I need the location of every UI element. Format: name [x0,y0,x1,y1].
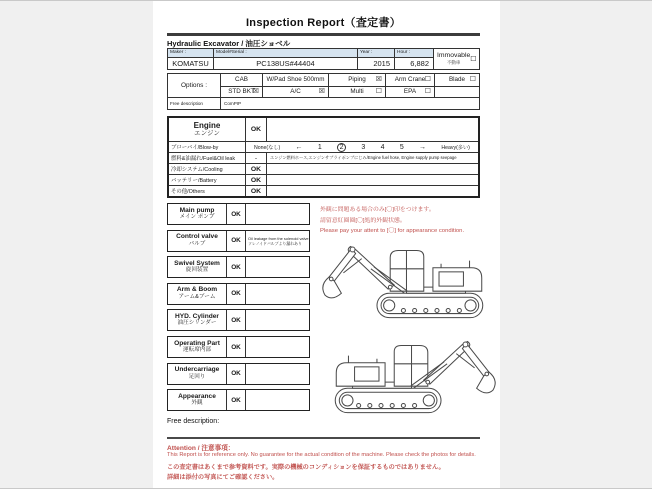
appearance-notice-en: Please pay your attent to [〇] for appearance condition. [320,228,465,234]
arm-boom-label: Arm & Boom [176,286,218,294]
option-piping: Piping ☒ [329,74,386,86]
maker-label: Maker : [168,49,214,58]
undercarriage-label: Undercarriage [174,366,220,374]
swivel-system-status: OK [227,257,246,277]
title-divider [167,33,480,36]
others-note [267,185,478,196]
section-box-undercarriage [167,363,310,385]
options-table [167,73,480,110]
option-piping-checkbox: ☒ [375,75,382,84]
battery-label: バッテリー/Battery [169,174,246,185]
hyd-cylinder-label-jp: 油圧シリンダー [177,320,217,327]
model-value: PC138US#44404 [214,58,358,70]
operating-part-status: OK [227,337,246,357]
option-std-bkt-checkbox: ☒ [252,87,259,96]
engine-table [167,116,480,198]
operating-part-label: Operating Part [174,339,220,347]
arm-boom-label-jp: アーム&ブーム [178,293,216,300]
engine-status: OK [246,118,267,141]
right-arrow-icon: → [419,143,427,151]
main-pump-label: Main pump [179,206,215,214]
section-box-control-valve [167,230,310,252]
section-box-swivel-system [167,256,310,278]
left-arrow-icon: ← [295,143,303,151]
year-value: 2015 [358,58,395,70]
page-title: Inspection Report（査定書） [245,17,402,29]
attention-line-jp1: この査定書はあくまで参考資料です。実際の機械のコンディションを保証するものではありません。 [167,463,445,471]
options-free-description-value: ComPIP [221,97,479,109]
attention-line-en: This Report is for reference only. No guarantee for the actual condition of the machine. Please check the photos for details. [167,452,476,458]
cooling-label: 冷却システム/Cooling [169,163,246,174]
option-ac-checkbox: ☒ [318,87,325,96]
blowby-scale-3: 3 [361,143,366,151]
operating-part-note [246,337,309,357]
model-label: Model#Serial : [214,49,358,58]
swivel-system-label: Swivel System [174,259,220,267]
machine-type-heading: Hydraulic Excavator / 油圧ショベル [167,39,291,48]
section-box-appearance [167,389,310,411]
blowby-none-label: None(なし) [254,144,281,151]
options-free-description-label: Free description [168,97,221,109]
appearance-notice-cn: 請留意紅圈圈[〇]処的外観状態。 [320,217,406,224]
engine-title-jp: エンジン [194,130,220,137]
option-blade: Blade ☐ [448,75,476,84]
maker-value: KOMATSU [168,58,214,70]
control-valve-note: Oil leakage from the solenoid valve ソレノイドバルブより漏れあり [248,235,309,246]
blowby-heavy-label: Heavy(多い) [441,144,470,151]
option-epa: EPA ☐ [386,86,435,98]
hour-label: Hour : [395,49,434,58]
bottom-divider [167,437,480,439]
option-shoe: W/Pad Shoe 500mm [263,74,329,86]
fuel-oil-leak-label: 燃料&油漏れ/Fuel&Oil leak [169,152,246,163]
engine-title-en: Engine [193,121,221,130]
option-blade-checkbox: ☐ [469,75,476,84]
others-label: その他/Others [169,185,246,196]
option-arm-crane: Arm Crane ☐ [386,74,435,86]
year-label: Year : [358,49,395,58]
excavator-drawing-facing-right [321,335,499,415]
appearance-label: Appearance [178,392,216,400]
swivel-system-label-jp: 旋回装置 [185,267,209,274]
section-box-arm-boom [167,283,310,305]
immovable-label-group [437,52,470,66]
section-box-main-pump [167,203,310,225]
blowby-scale-2-selected: 2 [337,143,346,152]
appearance-status: OK [227,390,246,410]
option-multi-checkbox: ☐ [375,87,382,96]
cooling-status: OK [246,163,267,174]
engine-title-cell [169,118,246,141]
blowby-label: ブローバイ/Blow-by [169,141,246,152]
immovable-label: Immovable [437,52,471,59]
hyd-cylinder-status: OK [227,310,246,330]
control-valve-label: Control valve [176,233,218,241]
appearance-label-jp: 外観 [191,400,203,407]
swivel-system-note [246,257,309,277]
hour-value: 6,882 [395,58,434,70]
control-valve-status: OK [227,231,246,251]
free-description-label: Free description: [167,418,220,425]
options-label: Options : [168,74,221,97]
battery-note [267,174,478,185]
option-arm-crane-checkbox: ☐ [424,75,431,84]
hyd-cylinder-note [246,310,309,330]
main-pump-note [246,204,309,224]
immovable-label-jp: 不動車 [446,60,461,65]
battery-status: OK [246,174,267,185]
option-std-bkt: STD BKT ☒ [221,86,263,98]
fuel-oil-leak-note: エンジン燃料ホース,エンジンサプライポンプにじみ/Engine fuel hose, Engine supply pump seepage [267,152,478,163]
section-box-hyd-cylinder [167,309,310,331]
cooling-note [267,163,478,174]
blowby-scale-1: 1 [317,143,322,151]
attention-title: Attention / 注意事項： [167,445,235,452]
excavator-drawing-facing-left [319,240,497,320]
immovable-cell [434,49,480,69]
others-status: OK [246,185,267,196]
section-box-operating-part [167,336,310,358]
fuel-oil-leak-status: - [246,152,267,163]
option-empty [435,86,479,98]
option-multi: Multi ☐ [329,86,386,98]
undercarriage-note [246,364,309,384]
blowby-scale-4: 4 [380,143,385,151]
arm-boom-status: OK [227,284,246,304]
report-page [153,1,500,489]
arm-boom-note [246,284,309,304]
appearance-note [246,390,309,410]
main-pump-label-jp: メイン ポンプ [179,214,215,221]
appearance-notice-jp: 外観に問題ある場合のみ[〇]印をつけます。 [320,207,435,213]
hyd-cylinder-label: HYD. Cylinder [175,312,219,320]
option-cab: CAB [221,74,263,86]
engine-note [267,118,478,141]
undercarriage-status: OK [227,364,246,384]
main-pump-status: OK [227,204,246,224]
blowby-scale [246,141,478,152]
blowby-scale-5: 5 [399,143,404,151]
attention-line-jp2: 詳細は添付の写真にてご確認ください。 [167,473,279,481]
operating-part-label-jp: 運転席内部 [183,347,211,354]
appearance-notice [320,205,495,237]
option-ac: A/C ☒ [263,86,329,98]
option-epa-checkbox: ☐ [424,87,431,96]
machine-info-table [167,48,480,70]
control-valve-label-jp: バルブ [188,240,206,247]
undercarriage-label-jp: 足回り [188,373,206,380]
immovable-checkbox: ☐ [470,54,477,63]
